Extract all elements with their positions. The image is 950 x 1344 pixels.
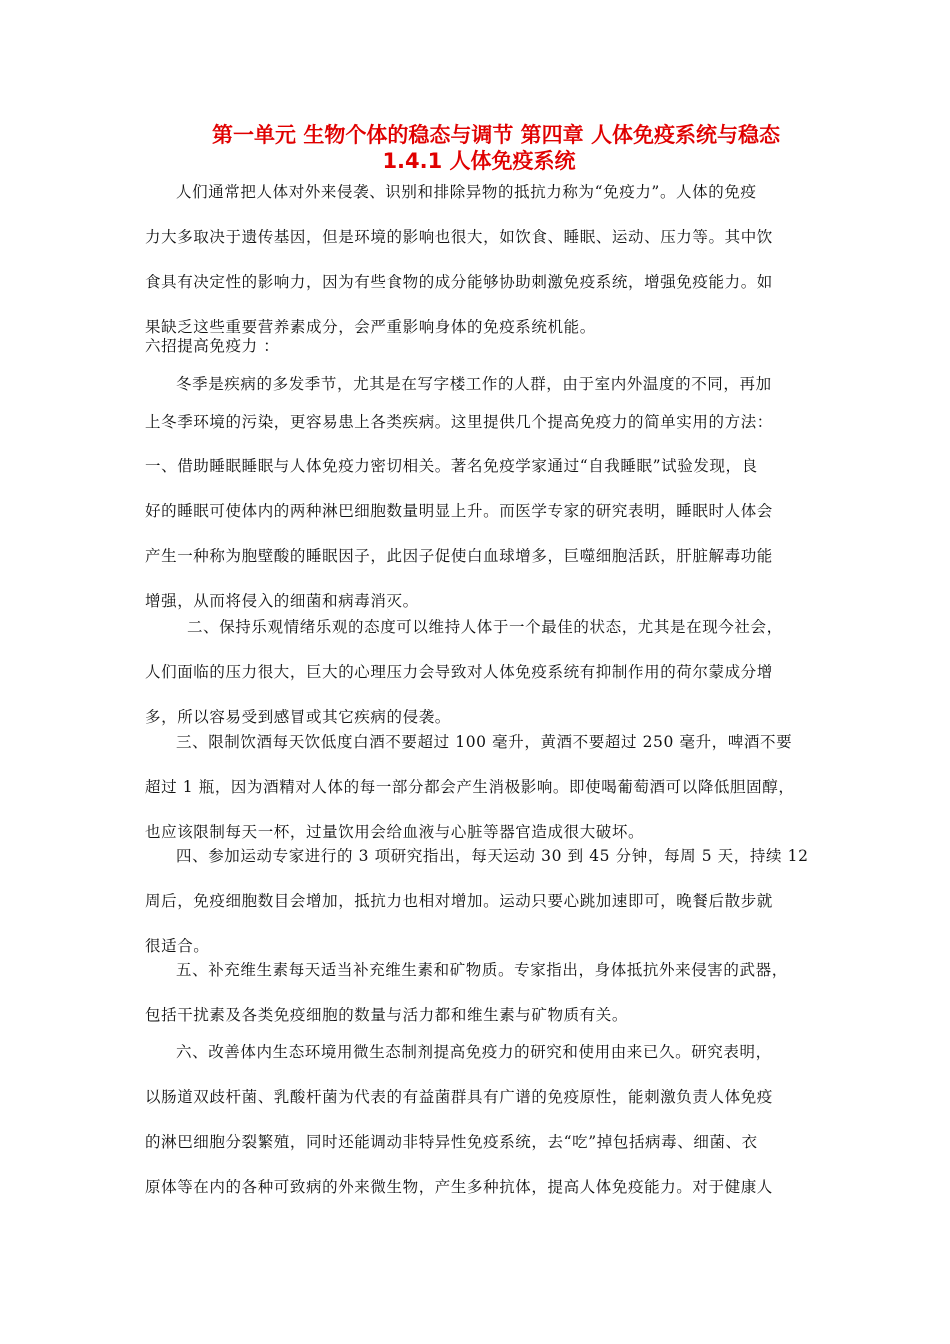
- text-line: 原体等在内的各种可致病的外来微生物，产生多种抗体，提高人体免疫能力。对于健康人: [145, 1178, 773, 1196]
- paragraph-sleep: [145, 444, 807, 624]
- text-line: 周后，免疫细胞数目会增加，抵抗力也相对增加。运动只要心跳加速即可，晚餐后散步就: [145, 892, 773, 910]
- text-line: 四、参加运动专家进行的 3 项研究指出，每天运动 30 到 45 分钟，每周 5 天，持续 12: [176, 847, 809, 865]
- paragraph-intro: [145, 170, 807, 350]
- text-line: 三、限制饮酒每天饮低度白酒不要超过 100 毫升，黄酒不要超过 250 毫升，啤酒不要: [176, 733, 793, 751]
- document-title: 第一单元 生物个体的稳态与调节 第四章 人体免疫系统与稳态: [212, 123, 780, 147]
- text-line: 增强，从而将侵入的细菌和病毒消灭。: [145, 592, 419, 610]
- text-line: 五、补充维生素每天适当补充维生素和矿物质。专家指出，身体抵抗外来侵害的武器，: [176, 961, 788, 979]
- text-line: 上冬季环境的污染，更容易患上各类疾病。这里提供几个提高免疫力的简单实用的方法：: [145, 413, 773, 431]
- text-line: 冬季是疾病的多发季节，尤其是在写字楼工作的人群，由于室内外温度的不同，再加: [176, 375, 772, 393]
- text-line: 也应该限制每天一杯，过量饮用会给血液与心脏等器官造成很大破坏。: [145, 823, 645, 841]
- text-line: 很适合。: [145, 937, 210, 955]
- text-line: 多，所以容易受到感冒或其它疾病的侵袭。: [145, 708, 451, 726]
- paragraph-vitamins: [145, 948, 807, 1038]
- text-line: 二、保持乐观情绪乐观的态度可以维持人体于一个最佳的状态，尤其是在现今社会，: [187, 618, 783, 636]
- paragraph-microecology: [145, 1030, 807, 1210]
- paragraph-winter-cont: [145, 402, 807, 442]
- text-line: 包括干扰素及各类免疫细胞的数量与活力都和维生素与矿物质有关。: [145, 1006, 629, 1024]
- paragraph-winter: [145, 362, 807, 407]
- text-line: 六招提高免疫力 ：: [145, 337, 280, 355]
- text-line: 产生一种称为胞壁酸的睡眠因子，此因子促使白血球增多，巨噬细胞活跃，肝脏解毒功能: [145, 547, 773, 565]
- text-line: 力大多取决于遗传基因，但是环境的影响也很大，如饮食、睡眠、运动、压力等。其中饮: [145, 228, 773, 246]
- text-line: 六、改善体内生态环境用微生态制剂提高免疫力的研究和使用由来已久。研究表明，: [176, 1043, 772, 1061]
- text-line: 果缺乏这些重要营养素成分，会严重影响身体的免疫系统机能。: [145, 318, 596, 336]
- text-line: 一、借助睡眠睡眠与人体免疫力密切相关。著名免疫学家通过“自我睡眠”试验发现，良: [145, 457, 758, 475]
- paragraph-heading-six-tips: [145, 332, 807, 360]
- text-line: 以肠道双歧杆菌、乳酸杆菌为代表的有益菌群具有广谱的免疫原性，能刺激负责人体免疫: [145, 1088, 773, 1106]
- text-line: 食具有决定性的影响力，因为有些食物的成分能够协助刺激免疫系统，增强免疫能力。如: [145, 273, 773, 291]
- section-title: 1.4.1 人体免疫系统: [382, 149, 576, 173]
- text-line: 好的睡眠可使体内的两种淋巴细胞数量明显上升。而医学专家的研究表明，睡眠时人体会: [145, 502, 773, 520]
- text-line: 人们面临的压力很大，巨大的心理压力会导致对人体免疫系统有抑制作用的荷尔蒙成分增: [145, 663, 773, 681]
- text-line: 的淋巴细胞分裂繁殖，同时还能调动非特异性免疫系统，去“吃”掉包括病毒、细菌、衣: [145, 1133, 758, 1151]
- text-line: 人们通常把人体对外来侵袭、识别和排除异物的抵抗力称为“免疫力”。人体的免疫: [176, 183, 757, 201]
- text-line: 超过 1 瓶，因为酒精对人体的每一部分都会产生消极影响。即使喝葡萄酒可以降低胆固醇，: [145, 778, 795, 796]
